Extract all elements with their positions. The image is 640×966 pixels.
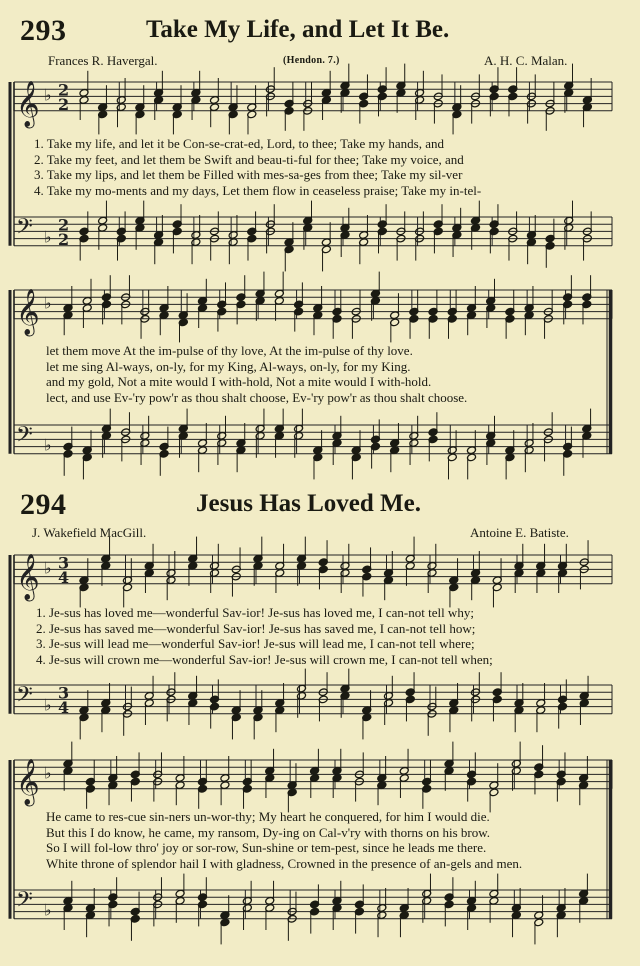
treble-clef-icon: 𝄞 xyxy=(16,80,40,127)
hymn-number: 293 xyxy=(20,14,67,47)
bass-clef-icon: 𝄢 xyxy=(16,887,33,918)
lyric-line: and my gold, Not a mite would I with-hold, Not a mite would I with-hold. xyxy=(46,374,432,389)
lyric-line: let me sing Al-ways, on-ly, for my King, Al-ways, on-ly, for my King. xyxy=(46,358,411,374)
flat-icon: ♭ xyxy=(44,435,52,455)
time-signature: 2 xyxy=(58,229,70,249)
treble-clef-icon: 𝄞 xyxy=(16,758,40,805)
lyric-line: 2. Take my feet, and let them be Swift and beau-ti-ful for thee; Take my voice, and xyxy=(34,151,464,167)
lyric-line: 2. Je-sus has saved me—wonderful Sav-ior! Je-sus has saved me, I can-not tell how; xyxy=(36,620,476,636)
hymn-title: Jesus Has Loved Me. xyxy=(196,490,421,517)
bass-clef-icon: 𝄢 xyxy=(16,422,33,453)
lyric-line: So I will fol-low thro' joy or sor-row, Sun-shine or tem-pest, since he leads me there. xyxy=(46,840,487,855)
bass-clef-icon: 𝄢 xyxy=(16,682,33,713)
lyric-line: 3. Take my lips, and let them be Filled with mes-sa-ges from thee; Take my sil-ver xyxy=(34,167,463,182)
composer: Antoine E. Batiste. xyxy=(470,525,569,540)
lyric-line: 1. Take my life, and let it be Con-se-crat-ed, Lord, to thee; Take my hands, and xyxy=(34,136,444,151)
time-signature: 2 xyxy=(58,215,70,235)
treble-clef-icon: 𝄞 xyxy=(16,288,40,335)
lyric-line: But this I do know, he came, my ransom, Dy-ing on Cal-v'ry with thorns on his brow. xyxy=(46,824,491,840)
time-signature: 3 xyxy=(58,683,70,703)
lyric-line: He came to res-cue sin-ners un-wor-thy; My heart he conquered, for him I would die. xyxy=(46,809,490,824)
time-signature: 2 xyxy=(58,80,70,100)
flat-icon: ♭ xyxy=(44,900,52,920)
author: Frances R. Havergal. xyxy=(48,53,158,68)
tune-name: (Hendon. 7.) xyxy=(283,55,340,66)
lyric-line: let them move At the im-pulse of thy love, At the im-pulse of thy love. xyxy=(46,343,413,358)
flat-icon: ♭ xyxy=(44,293,52,313)
lyric-line: 3. Je-sus will lead me—wonderful Sav-ior! Je-sus will lead me, I can-not tell where; xyxy=(36,636,475,651)
hymn-title: Take My Life, and Let It Be. xyxy=(146,16,450,43)
time-signature: 4 xyxy=(58,697,70,717)
author: J. Wakefield MacGill. xyxy=(32,525,147,540)
flat-icon: ♭ xyxy=(44,763,52,783)
flat-icon: ♭ xyxy=(44,227,52,247)
flat-icon: ♭ xyxy=(44,695,52,715)
lyric-line: 4. Je-sus will crown me—wonderful Sav-ior! Je-sus will crown me, I can-not tell when; xyxy=(36,651,493,667)
lyric-line: 1. Je-sus has loved me—wonderful Sav-ior! Je-sus has loved me, I can-not tell why; xyxy=(36,605,474,620)
bass-clef-icon: 𝄢 xyxy=(16,214,33,245)
treble-clef-icon: 𝄞 xyxy=(16,553,40,600)
lyric-line: White throne of splendor hail I with gladness, Crowned in the presence of an-gels and men. xyxy=(46,855,523,871)
lyric-line: lect, and use Ev-'ry pow'r as thou shalt choose, Ev-'ry pow'r as thou shalt choose. xyxy=(46,389,468,405)
flat-icon: ♭ xyxy=(44,558,52,578)
time-signature: 4 xyxy=(58,567,70,587)
time-signature: 3 xyxy=(58,553,70,573)
time-signature: 2 xyxy=(58,94,70,114)
lyric-line: 4. Take my mo-ments and my days, Let them flow in ceaseless praise; Take my in-tel- xyxy=(34,182,482,198)
flat-icon: ♭ xyxy=(44,85,52,105)
hymn-number: 294 xyxy=(20,488,67,521)
composer: A. H. C. Malan. xyxy=(484,53,568,68)
